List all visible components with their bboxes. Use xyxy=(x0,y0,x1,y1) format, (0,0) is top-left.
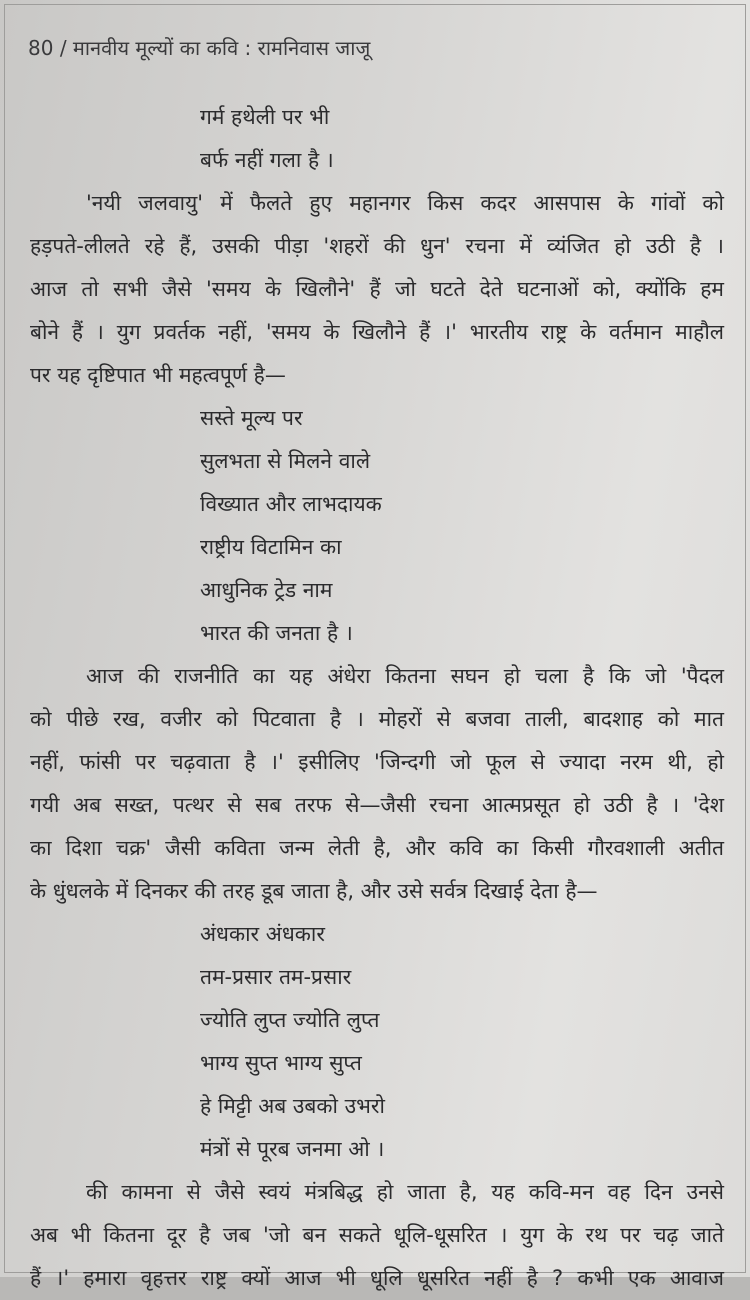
paragraph-line: का दिशा चक्र' जैसी कविता जन्म लेती है, और कवि का किसी गौरवशाली अतीत xyxy=(30,836,724,860)
verse-line: ज्योति लुप्त ज्योति लुप्त xyxy=(200,1008,380,1032)
page-number: 80 xyxy=(28,36,54,60)
page-content xyxy=(30,96,724,1300)
paragraph-2 xyxy=(30,655,724,913)
paragraph-line: को पीछे रख, वजीर को पिटवाता है । मोहरों से बजवा ताली, बादशाह को मात xyxy=(30,707,724,731)
verse-line: विख्यात और लाभदायक xyxy=(200,492,382,516)
verse-line: अंधकार अंधकार xyxy=(200,922,325,946)
verse-block-3 xyxy=(30,913,724,1171)
verse-line: सुलभता से मिलने वाले xyxy=(200,449,371,473)
paragraph-line: आज तो सभी जैसे 'समय के खिलौने' हैं जो घटते देते घटनाओं को, क्योंकि हम xyxy=(30,277,724,301)
verse-line: मंत्रों से पूरब जनमा ओ । xyxy=(200,1137,385,1161)
verse-line: राष्ट्रीय विटामिन का xyxy=(200,535,342,559)
paragraph-line: हैं ।' हमारा वृहत्तर राष्ट्र क्यों आज भी धूलि धूसरित नहीं है ? कभी एक आवाज xyxy=(30,1266,724,1290)
verse-line: भारत की जनता है । xyxy=(200,621,353,645)
paragraph-3 xyxy=(30,1171,724,1300)
verse-line: सस्ते मूल्य पर xyxy=(200,406,303,430)
paragraph-line: के धुंधलके में दिनकर की तरह डूब जाता है, और उसे सर्वत्र दिखाई देता है— xyxy=(30,879,598,903)
verse-line: हे मिट्टी अब उबको उभरो xyxy=(200,1094,385,1118)
verse-line: आधुनिक ट्रेड नाम xyxy=(200,578,333,602)
paragraph-line: गयी अब सख्त, पत्थर से सब तरफ से—जैसी रचना आत्मप्रसूत हो उठी है । 'देश xyxy=(30,793,724,817)
paragraph-line: हड़पते-लीलते रहे हैं, उसकी पीड़ा 'शहरों की धुन' रचना में व्यंजित हो उठी है । xyxy=(30,234,724,258)
paragraph-line: नहीं, फांसी पर चढ़वाता है ।' इसीलिए 'जिन्दगी जो फूल से ज्यादा नरम थी, हो xyxy=(30,750,724,774)
verse-block-2 xyxy=(30,397,724,655)
paragraph-line: की कामना से जैसे स्वयं मंत्रबिद्ध हो जाता है, यह कवि-मन वह दिन उनसे xyxy=(86,1180,724,1204)
verse-line: बर्फ नहीं गला है । xyxy=(200,148,334,172)
paragraph-line: अब भी कितना दूर है जब 'जो बन सकते धूलि-धूसरित । युग के रथ पर चढ़ जाते xyxy=(30,1223,724,1247)
paragraph-1 xyxy=(30,182,724,397)
running-title: / मानवीय मूल्यों का कवि : रामनिवास जाजू xyxy=(59,36,371,60)
verse-line: तम-प्रसार तम-प्रसार xyxy=(200,965,352,989)
page-header xyxy=(28,36,728,60)
paragraph-line: पर यह दृष्टिपात भी महत्वपूर्ण है— xyxy=(30,363,286,387)
verse-line: भाग्य सुप्त भाग्य सुप्त xyxy=(200,1051,362,1075)
paragraph-line: बोने हैं । युग प्रवर्तक नहीं, 'समय के खिलौने हैं ।' भारतीय राष्ट्र के वर्तमान माहौल xyxy=(30,320,724,344)
paragraph-line: 'नयी जलवायु' में फैलते हुए महानगर किस कदर आसपास के गांवों को xyxy=(86,191,724,215)
paragraph-line: आज की राजनीति का यह अंधेरा कितना सघन हो चला है कि जो 'पैदल xyxy=(86,664,724,688)
verse-block-1 xyxy=(30,96,724,182)
verse-line: गर्म हथेली पर भी xyxy=(200,105,330,129)
